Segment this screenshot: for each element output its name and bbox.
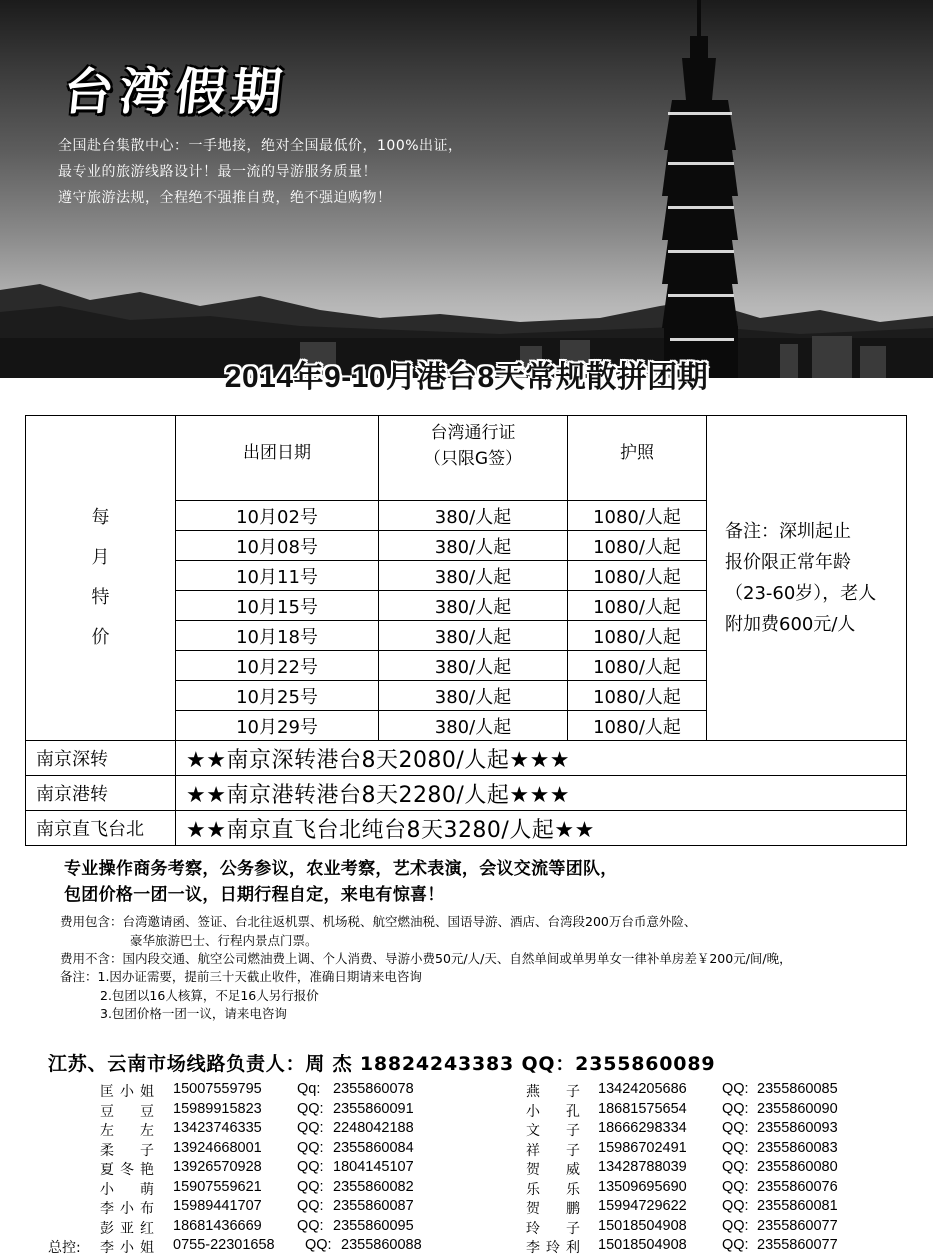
contact-qq: 2355860077 xyxy=(757,1218,838,1234)
contact-qq: 2355860085 xyxy=(757,1081,838,1097)
contact-qq: 1804145107 xyxy=(333,1159,414,1175)
tw-price: 380/人起 xyxy=(379,561,568,591)
contact-name: 文子 xyxy=(526,1123,580,1139)
contact-phone: 15018504908 xyxy=(598,1237,687,1253)
contact-prefix: 总控: xyxy=(48,1240,81,1256)
contact-row xyxy=(0,1198,933,1218)
tower-icon xyxy=(662,0,738,378)
contact-qq: 2355860082 xyxy=(333,1179,414,1195)
contact-name: 左左 xyxy=(100,1123,154,1139)
market-manager-line: 江苏、云南市场线路负责人：周 杰 18824243383 QQ：2355860089 xyxy=(48,1053,716,1075)
contact-qq: 2355860077 xyxy=(757,1237,838,1253)
contact-phone: 13509695690 xyxy=(598,1179,687,1195)
contact-name: 贺鹏 xyxy=(526,1201,580,1217)
contact-qq: 2355860078 xyxy=(333,1081,414,1097)
contact-phone: 13924668001 xyxy=(173,1140,262,1156)
contact-phone: 15989915823 xyxy=(173,1101,262,1117)
contact-phone: 13423746335 xyxy=(173,1120,262,1136)
route-description: ★★南京深转港台8天2080/人起★★★ xyxy=(176,741,907,776)
contact-name: 豆豆 xyxy=(100,1104,154,1120)
departure-date: 10月22号 xyxy=(176,651,379,681)
route-name: 南京深转 xyxy=(26,741,176,776)
passport-price: 1080/人起 xyxy=(568,591,707,621)
contact-row xyxy=(0,1237,933,1257)
contact-qq: 2355860088 xyxy=(341,1237,422,1253)
contact-qq: 2355860084 xyxy=(333,1140,414,1156)
contact-qq-label: QQ: xyxy=(297,1218,324,1234)
passport-price: 1080/人起 xyxy=(568,561,707,591)
contact-name: 李玲利 xyxy=(526,1240,580,1256)
contact-qq-label: QQ: xyxy=(722,1101,749,1117)
departure-date: 10月18号 xyxy=(176,621,379,651)
contact-name: 贺威 xyxy=(526,1162,580,1178)
monthly-special-label: 每 月 特 价 xyxy=(26,416,176,741)
contact-qq-label: QQ: xyxy=(297,1159,324,1175)
contact-qq: 2355860076 xyxy=(757,1179,838,1195)
contact-phone: 0755-22301658 xyxy=(173,1237,275,1253)
departure-date: 10月02号 xyxy=(176,501,379,531)
contact-qq: 2355860093 xyxy=(757,1120,838,1136)
contact-qq-label: QQ: xyxy=(722,1198,749,1214)
promo-line: 包团价格一团一议，日期行程自定，来电有惊喜！ xyxy=(64,885,445,905)
contact-row xyxy=(0,1101,933,1121)
contact-phone: 15989441707 xyxy=(173,1198,262,1214)
contact-qq-label: QQ: xyxy=(722,1159,749,1175)
departure-date: 10月25号 xyxy=(176,681,379,711)
contact-phone: 13424205686 xyxy=(598,1081,687,1097)
contact-name: 乐乐 xyxy=(526,1182,580,1198)
contact-qq-label: QQ: xyxy=(305,1237,332,1253)
contact-name: 彭亚红 xyxy=(100,1221,154,1237)
contact-row xyxy=(0,1159,933,1179)
contact-qq: 2248042188 xyxy=(333,1120,414,1136)
contact-phone: 15907559621 xyxy=(173,1179,262,1195)
contact-row xyxy=(0,1179,933,1199)
contact-name: 夏冬艳 xyxy=(100,1162,154,1178)
contact-qq: 2355860080 xyxy=(757,1159,838,1175)
header-departure-date: 出团日期 xyxy=(176,416,379,501)
contact-qq-label: QQ: xyxy=(297,1120,324,1136)
contact-qq-label: QQ: xyxy=(297,1179,324,1195)
contact-qq: 2355860087 xyxy=(333,1198,414,1214)
passport-price: 1080/人起 xyxy=(568,651,707,681)
fees-included: 费用包含：台湾邀请函、签证、台北往返机票、机场税、航空燃油税、国语导游、酒店、台湾段200万台币意外险、 xyxy=(60,914,697,929)
tw-price: 380/人起 xyxy=(379,591,568,621)
departure-date: 10月29号 xyxy=(176,711,379,741)
contact-qq-label: QQ: xyxy=(722,1179,749,1195)
remark-line: 2.包团以16人核算，不足16人另行报价 xyxy=(100,988,319,1003)
remark-line: 3.包团价格一团一议，请来电咨询 xyxy=(100,1006,287,1021)
tw-price: 380/人起 xyxy=(379,711,568,741)
contact-qq-label: QQ: xyxy=(722,1120,749,1136)
tw-price: 380/人起 xyxy=(379,681,568,711)
contact-row xyxy=(0,1081,933,1101)
hero-banner xyxy=(0,0,933,378)
contact-phone: 18666298334 xyxy=(598,1120,687,1136)
passport-price: 1080/人起 xyxy=(568,681,707,711)
contact-name: 李小姐 xyxy=(100,1240,154,1256)
brand-title: 台湾假期 xyxy=(60,62,291,121)
slogan-line: 遵守旅游法规，全程绝不强推自费，绝不强迫购物！ xyxy=(58,190,392,206)
contact-qq-label: QQ: xyxy=(722,1081,749,1097)
passport-price: 1080/人起 xyxy=(568,531,707,561)
contact-row xyxy=(0,1218,933,1238)
contact-qq: 2355860090 xyxy=(757,1101,838,1117)
remark-line: 备注：1.因办证需要，提前三十天截止收件，准确日期请来电咨询 xyxy=(60,969,422,984)
route-description: ★★南京港转港台8天2280/人起★★★ xyxy=(176,776,907,811)
contact-qq-label: QQ: xyxy=(722,1218,749,1234)
contact-name: 小萌 xyxy=(100,1182,154,1198)
contact-qq: 2355860081 xyxy=(757,1198,838,1214)
contact-phone: 18681575654 xyxy=(598,1101,687,1117)
passport-price: 1080/人起 xyxy=(568,501,707,531)
departure-date: 10月11号 xyxy=(176,561,379,591)
tw-price: 380/人起 xyxy=(379,531,568,561)
price-note: 备注：深圳起止 报价限正常年龄 （23-60岁），老人 附加费600元/人 xyxy=(707,416,907,741)
departure-date: 10月08号 xyxy=(176,531,379,561)
contact-name: 匡小姐 xyxy=(100,1084,154,1100)
contact-qq-label: QQ: xyxy=(722,1237,749,1253)
tw-price: 380/人起 xyxy=(379,621,568,651)
tw-price: 380/人起 xyxy=(379,651,568,681)
contact-qq: 2355860091 xyxy=(333,1101,414,1117)
contact-phone: 13428788039 xyxy=(598,1159,687,1175)
route-name: 南京直飞台北 xyxy=(26,811,176,846)
contact-qq-label: QQ: xyxy=(297,1140,324,1156)
contact-name: 燕子 xyxy=(526,1084,580,1100)
promo-line: 专业操作商务考察，公务参议，农业考察，艺术表演，会议交流等团队， xyxy=(64,859,618,879)
passport-price: 1080/人起 xyxy=(568,621,707,651)
contact-qq-label: QQ: xyxy=(297,1101,324,1117)
price-table xyxy=(25,415,907,846)
contact-phone: 15018504908 xyxy=(598,1218,687,1234)
header-taiwan-permit: 台湾通行证 （只限G签） xyxy=(379,416,568,501)
contact-qq-label: Qq: xyxy=(297,1081,321,1097)
contact-qq: 2355860095 xyxy=(333,1218,414,1234)
contact-name: 玲子 xyxy=(526,1221,580,1237)
contact-row xyxy=(0,1140,933,1160)
contact-phone: 15994729622 xyxy=(598,1198,687,1214)
contact-phone: 15007559795 xyxy=(173,1081,262,1097)
contact-qq: 2355860083 xyxy=(757,1140,838,1156)
contact-phone: 18681436669 xyxy=(173,1218,262,1234)
fees-excluded: 费用不含：国内段交通、航空公司燃油费上调、个人消费、导游小费50元/人/天、自然单间或单男单女一律补单房差￥200元/间/晚， xyxy=(60,951,792,966)
contact-name: 小孔 xyxy=(526,1104,580,1120)
route-row xyxy=(26,776,907,811)
contact-name: 柔子 xyxy=(100,1143,154,1159)
route-row xyxy=(26,811,907,846)
page-headline: 2014年9-10月港台8天常规散拼团期 xyxy=(224,361,709,394)
contact-name: 祥子 xyxy=(526,1143,580,1159)
route-description: ★★南京直飞台北纯台8天3280/人起★★ xyxy=(176,811,907,846)
route-row xyxy=(26,741,907,776)
slogan-line: 最专业的旅游线路设计！最一流的导游服务质量！ xyxy=(58,164,377,180)
slogan-line: 全国赴台集散中心：一手地接，绝对全国最低价，100%出证， xyxy=(58,138,463,154)
passport-price: 1080/人起 xyxy=(568,711,707,741)
fees-included-cont: 豪华旅游巴士、行程内景点门票。 xyxy=(130,933,318,948)
route-name: 南京港转 xyxy=(26,776,176,811)
contact-phone: 15986702491 xyxy=(598,1140,687,1156)
contact-name: 李小布 xyxy=(100,1201,154,1217)
tw-price: 380/人起 xyxy=(379,501,568,531)
contact-qq-label: QQ: xyxy=(297,1198,324,1214)
contact-qq-label: QQ: xyxy=(722,1140,749,1156)
contact-phone: 13926570928 xyxy=(173,1159,262,1175)
header-passport: 护照 xyxy=(568,416,707,501)
contact-row xyxy=(0,1120,933,1140)
departure-date: 10月15号 xyxy=(176,591,379,621)
